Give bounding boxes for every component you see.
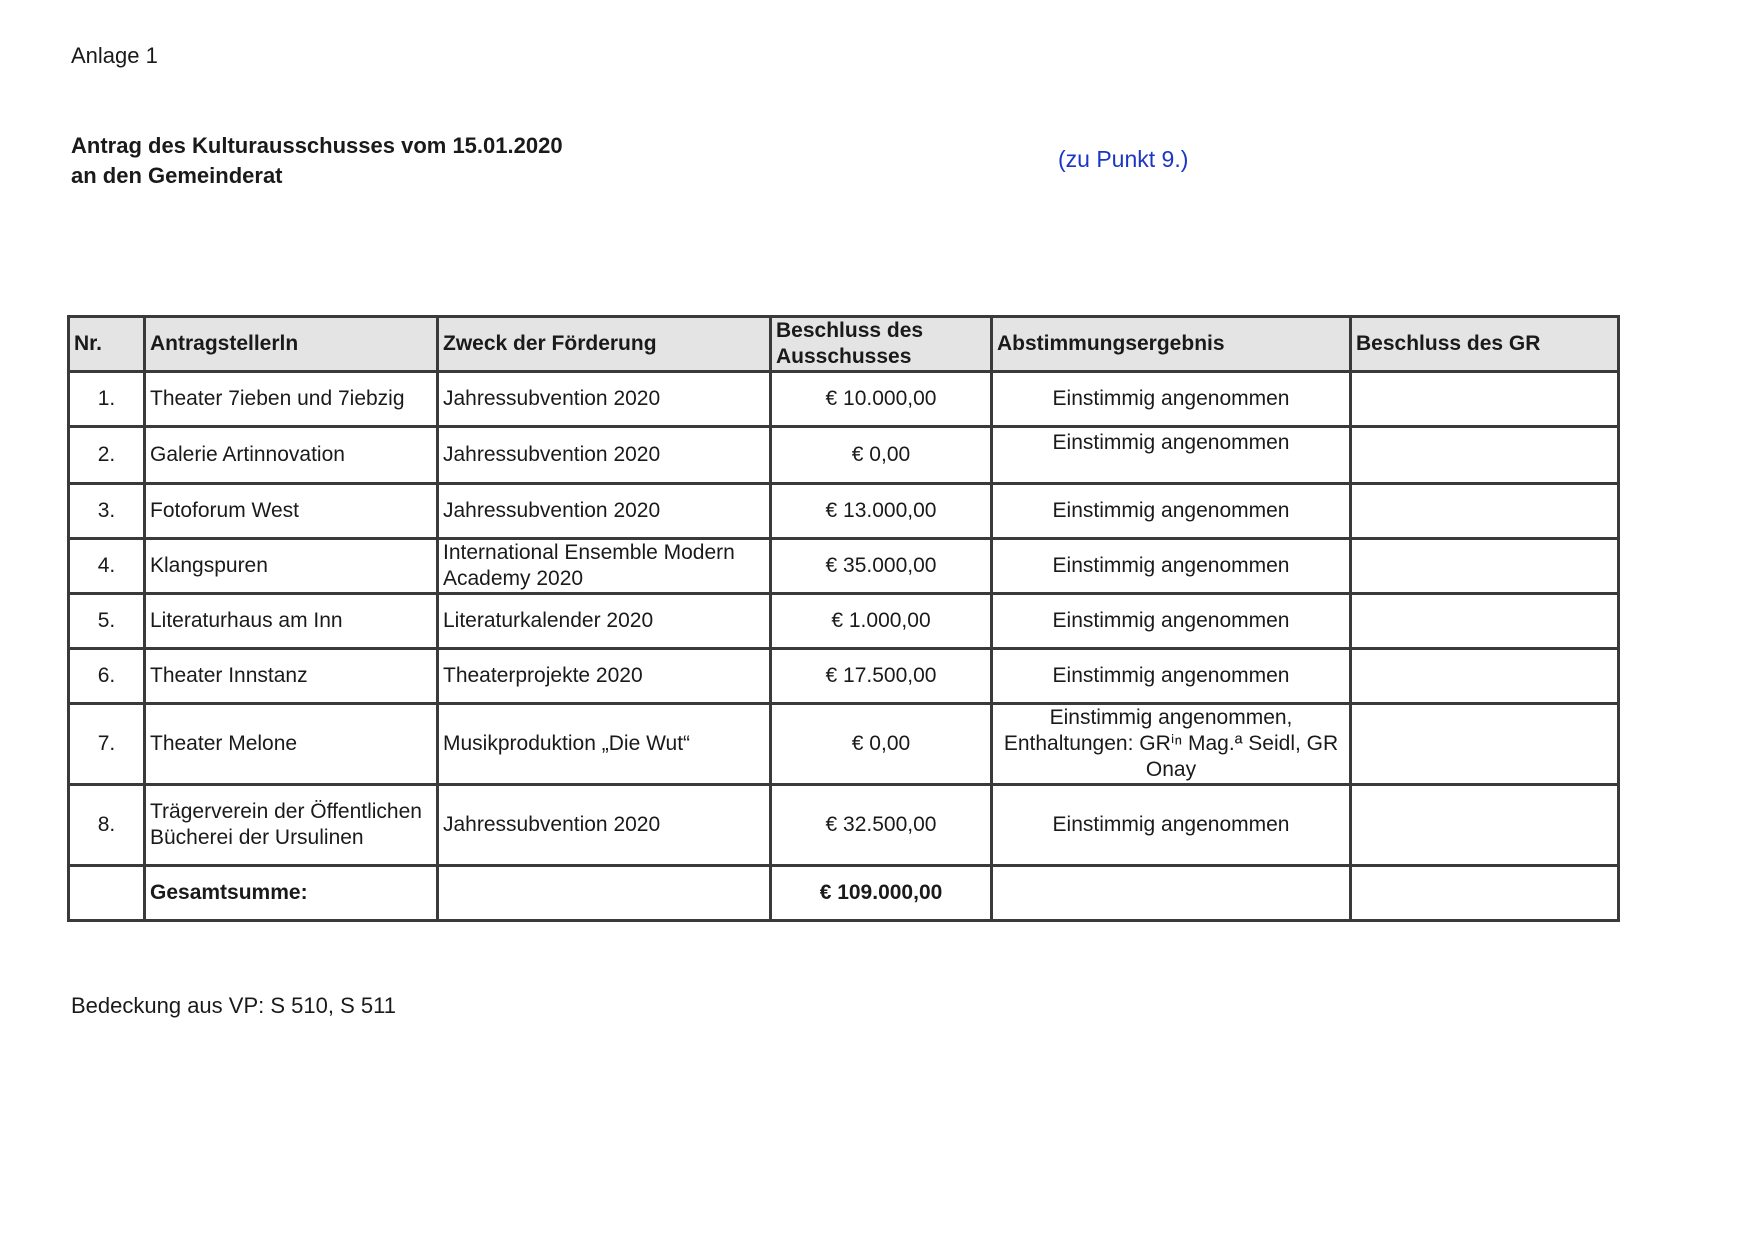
cell-amount: € 1.000,00 [771, 594, 992, 649]
cell-purpose: Jahressubvention 2020 [438, 785, 771, 866]
cell-amount: € 0,00 [771, 704, 992, 785]
cell-result: Einstimmig angenommen [992, 649, 1351, 704]
header-purpose: Zweck der Förderung [438, 317, 771, 372]
heading-line-1: Antrag des Kulturausschusses vom 15.01.2020 [71, 133, 563, 158]
cell-purpose: Literaturkalender 2020 [438, 594, 771, 649]
cell-nr: 4. [69, 539, 145, 594]
cell-applicant: Theater 7ieben und 7iebzig [145, 372, 438, 427]
header-applicant: Antragstellerln [145, 317, 438, 372]
table-row [69, 785, 1619, 866]
cell-result: Einstimmig angenommen [992, 484, 1351, 539]
cell-nr: 5. [69, 594, 145, 649]
table-row [69, 704, 1619, 785]
cell-council [1351, 649, 1619, 704]
cell-council [1351, 594, 1619, 649]
table-header-row [69, 317, 1619, 372]
cell-applicant: Theater Innstanz [145, 649, 438, 704]
total-council-cell [1351, 866, 1619, 921]
total-nr-cell [69, 866, 145, 921]
total-label: Gesamtsumme: [145, 866, 438, 921]
cell-purpose: International Ensemble Modern Academy 2020 [438, 539, 771, 594]
table-row [69, 484, 1619, 539]
cell-applicant: Theater Melone [145, 704, 438, 785]
table-row [69, 649, 1619, 704]
cell-applicant: Galerie Artinnovation [145, 427, 438, 484]
cell-applicant: Klangspuren [145, 539, 438, 594]
cell-result: Einstimmig angenommen [992, 372, 1351, 427]
table-row [69, 539, 1619, 594]
total-row [69, 866, 1619, 921]
cell-council [1351, 704, 1619, 785]
cell-nr: 7. [69, 704, 145, 785]
header-nr: Nr. [69, 317, 145, 372]
cell-council [1351, 785, 1619, 866]
cell-result: Einstimmig angenommen [992, 427, 1351, 484]
cell-nr: 2. [69, 427, 145, 484]
agenda-reference: (zu Punkt 9.) [1058, 146, 1189, 172]
cell-nr: 3. [69, 484, 145, 539]
cell-result: Einstimmig angenommen [992, 594, 1351, 649]
table-row [69, 372, 1619, 427]
cell-council [1351, 484, 1619, 539]
table-row [69, 594, 1619, 649]
cell-result: Einstimmig angenommen, Enthaltungen: GRⁱⁿ Mag.ª Seidl, GR Onay [992, 704, 1351, 785]
cell-amount: € 32.500,00 [771, 785, 992, 866]
header-vote-result: Abstimmungsergebnis [992, 317, 1351, 372]
cell-amount: € 17.500,00 [771, 649, 992, 704]
annex-label: Anlage 1 [71, 43, 158, 68]
total-amount: € 109.000,00 [771, 866, 992, 921]
table-row [69, 427, 1619, 484]
cell-purpose: Musikproduktion „Die Wut“ [438, 704, 771, 785]
heading-line-2: an den Gemeinderat [71, 163, 283, 188]
cell-result: Einstimmig angenommen [992, 785, 1351, 866]
cell-applicant: Trägerverein der Öffentlichen Bücherei der Ursulinen [145, 785, 438, 866]
cell-applicant: Literaturhaus am Inn [145, 594, 438, 649]
cell-council [1351, 427, 1619, 484]
cell-council [1351, 539, 1619, 594]
header-council-decision: Beschluss des GR [1351, 317, 1619, 372]
cell-council [1351, 372, 1619, 427]
cell-applicant: Fotoforum West [145, 484, 438, 539]
cell-purpose: Jahressubvention 2020 [438, 372, 771, 427]
cell-nr: 8. [69, 785, 145, 866]
cell-nr: 6. [69, 649, 145, 704]
cell-purpose: Theaterprojekte 2020 [438, 649, 771, 704]
cell-amount: € 10.000,00 [771, 372, 992, 427]
cell-purpose: Jahressubvention 2020 [438, 484, 771, 539]
cell-amount: € 0,00 [771, 427, 992, 484]
cell-result: Einstimmig angenommen [992, 539, 1351, 594]
cell-amount: € 13.000,00 [771, 484, 992, 539]
header-committee-decision: Beschluss des Ausschusses [771, 317, 992, 372]
total-purpose-cell [438, 866, 771, 921]
funding-table [67, 315, 1620, 922]
cell-purpose: Jahressubvention 2020 [438, 427, 771, 484]
cell-nr: 1. [69, 372, 145, 427]
document-heading [71, 131, 563, 191]
total-result-cell [992, 866, 1351, 921]
cell-amount: € 35.000,00 [771, 539, 992, 594]
budget-coverage-note: Bedeckung aus VP: S 510, S 511 [71, 993, 396, 1018]
